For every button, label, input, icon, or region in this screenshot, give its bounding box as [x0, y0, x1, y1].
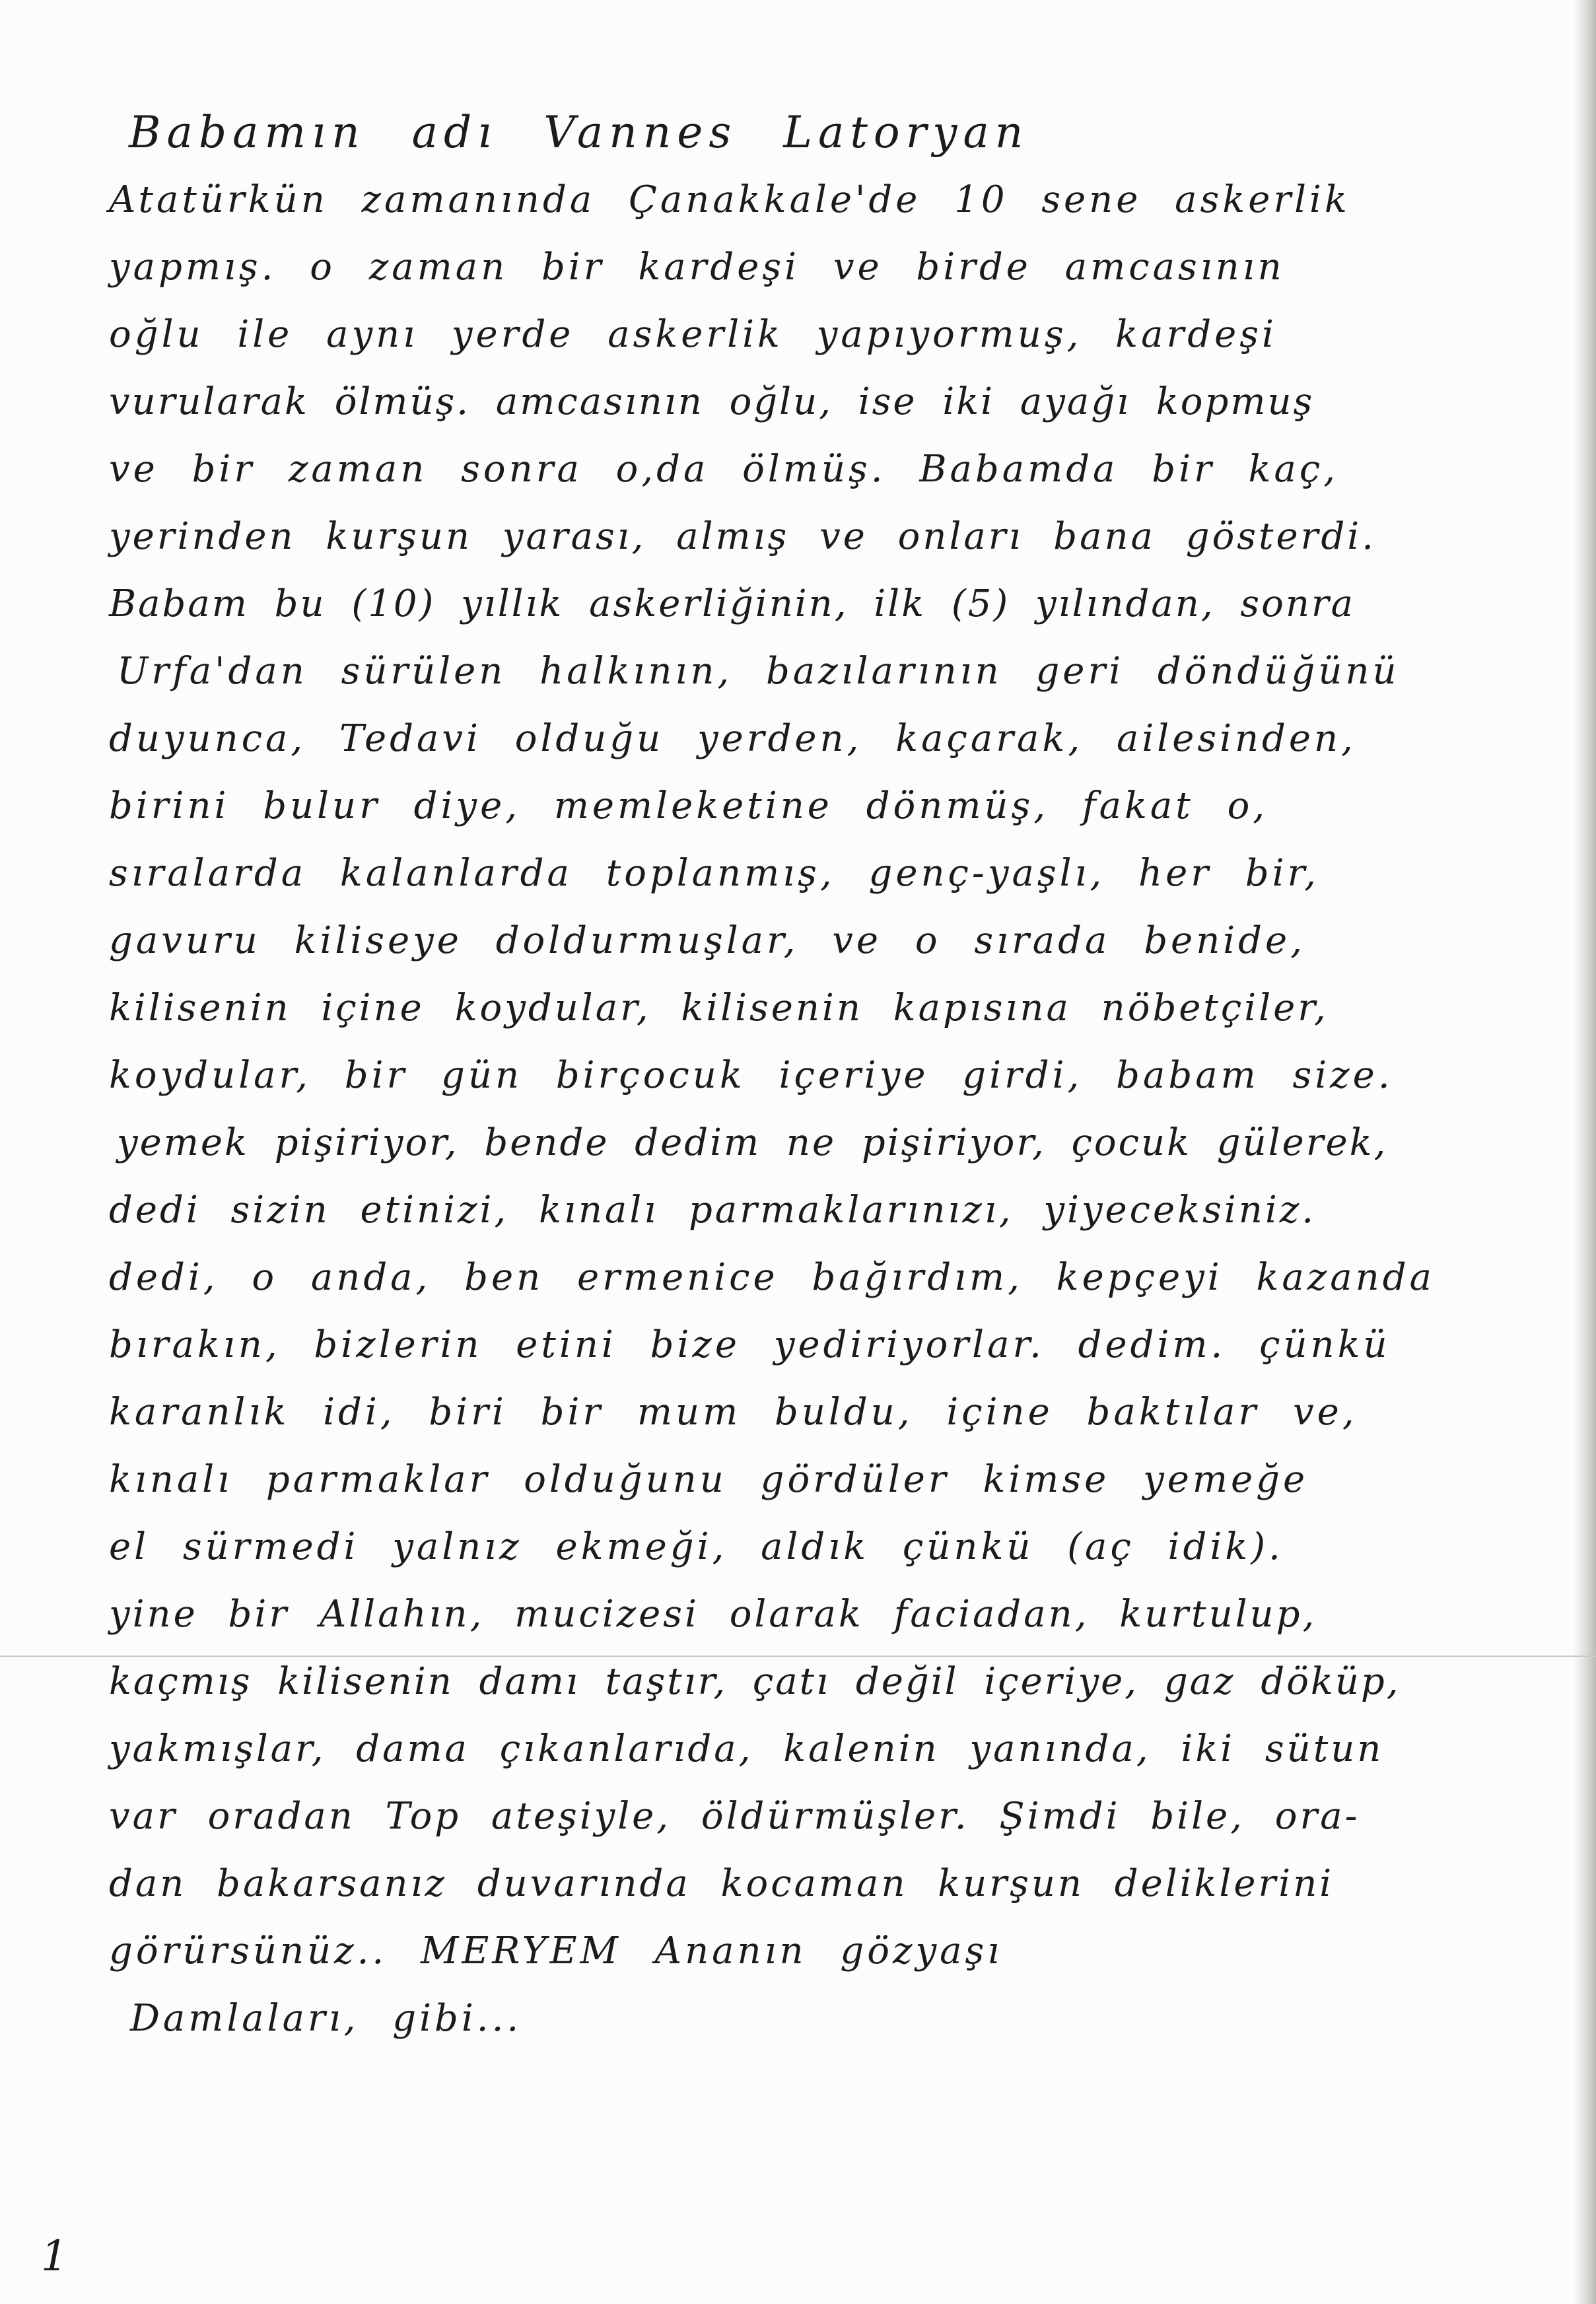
letter-line-2: yapmış. o zaman bir kardeşi ve birde amcasının — [109, 246, 1285, 289]
letter-line-18: bırakın, bizlerin etini bize yediriyorlar. dedim. çünkü — [109, 1323, 1391, 1366]
letter-line-11: sıralarda kalanlarda toplanmış, genç-yaşlı, her bir, — [109, 852, 1319, 895]
letter-line-1: Atatürkün zamanında Çanakkale'de 10 sene askerlik — [109, 178, 1350, 221]
letter-line-10: birini bulur diye, memleketine dönmüş, fakat o, — [109, 785, 1268, 827]
letter-line-24: yakmışlar, dama çıkanlarıda, kalenin yanında, iki sütun — [109, 1728, 1384, 1770]
handwritten-letter — [109, 99, 1542, 2052]
letter-line-22: yine bir Allahın, mucizesi olarak faciadan, kurtulup, — [109, 1593, 1317, 1636]
letter-line-5: ve bir zaman sonra o,da ölmüş. Babamda bir kaç, — [109, 448, 1339, 491]
letter-line-21: el sürmedi yalnız ekmeği, aldık çünkü (aç idik). — [109, 1525, 1284, 1568]
letter-line-3: oğlu ile aynı yerde askerlik yapıyormuş, kardeşi — [109, 313, 1277, 356]
letter-line-15: yemek pişiriyor, bende dedim ne pişiriyor, çocuk gülerek, — [117, 1121, 1388, 1164]
page-edge-shadow — [1574, 0, 1596, 2304]
letter-line-26: dan bakarsanız duvarında kocaman kurşun deliklerini — [109, 1862, 1335, 1905]
letter-line-28: Damlaları, gibi... — [130, 1997, 522, 2040]
letter-line-27: görürsünüz.. MERYEM Ananın gözyaşı — [109, 1930, 1003, 1972]
letter-line-4: vurularak ölmüş. amcasının oğlu, ise iki ayağı kopmuş — [109, 380, 1315, 423]
letter-line-12: gavuru kiliseye doldurmuşlar, ve o sırada benide, — [109, 919, 1305, 962]
letter-line-16: dedi sizin etinizi, kınalı parmaklarınızı, yiyeceksiniz. — [109, 1189, 1317, 1232]
letter-line-14: koydular, bir gün birçocuk içeriye girdi, babam size. — [109, 1054, 1393, 1097]
letter-title: Babamın adı Vannes Latoryan — [129, 107, 1029, 158]
letter-line-25: var oradan Top ateşiyle, öldürmüşler. Şimdi bile, ora- — [109, 1795, 1360, 1838]
letter-line-13: kilisenin içine koydular, kilisenin kapısına nöbetçiler, — [109, 987, 1329, 1030]
letter-line-23: kaçmış kilisenin damı taştır, çatı değil içeriye, gaz döküp, — [109, 1660, 1401, 1703]
letter-line-8: Urfa'dan sürülen halkının, bazılarının geri döndüğünü — [117, 650, 1400, 693]
letter-line-19: karanlık idi, biri bir mum buldu, içine baktılar ve, — [109, 1391, 1358, 1434]
page-number: 1 — [41, 2232, 68, 2281]
letter-line-9: duyunca, Tedavi olduğu yerden, kaçarak, ailesinden, — [109, 717, 1356, 760]
letter-line-20: kınalı parmaklar olduğunu gördüler kimse yemeğe — [109, 1458, 1309, 1501]
letter-line-7: Babam bu (10) yıllık askerliğinin, ilk (5) yılından, sonra — [109, 582, 1356, 625]
letter-line-17: dedi, o anda, ben ermenice bağırdım, kepçeyi kazanda — [109, 1256, 1435, 1299]
letter-line-6: yerinden kurşun yarası, almış ve onları bana gösterdi. — [109, 515, 1376, 558]
